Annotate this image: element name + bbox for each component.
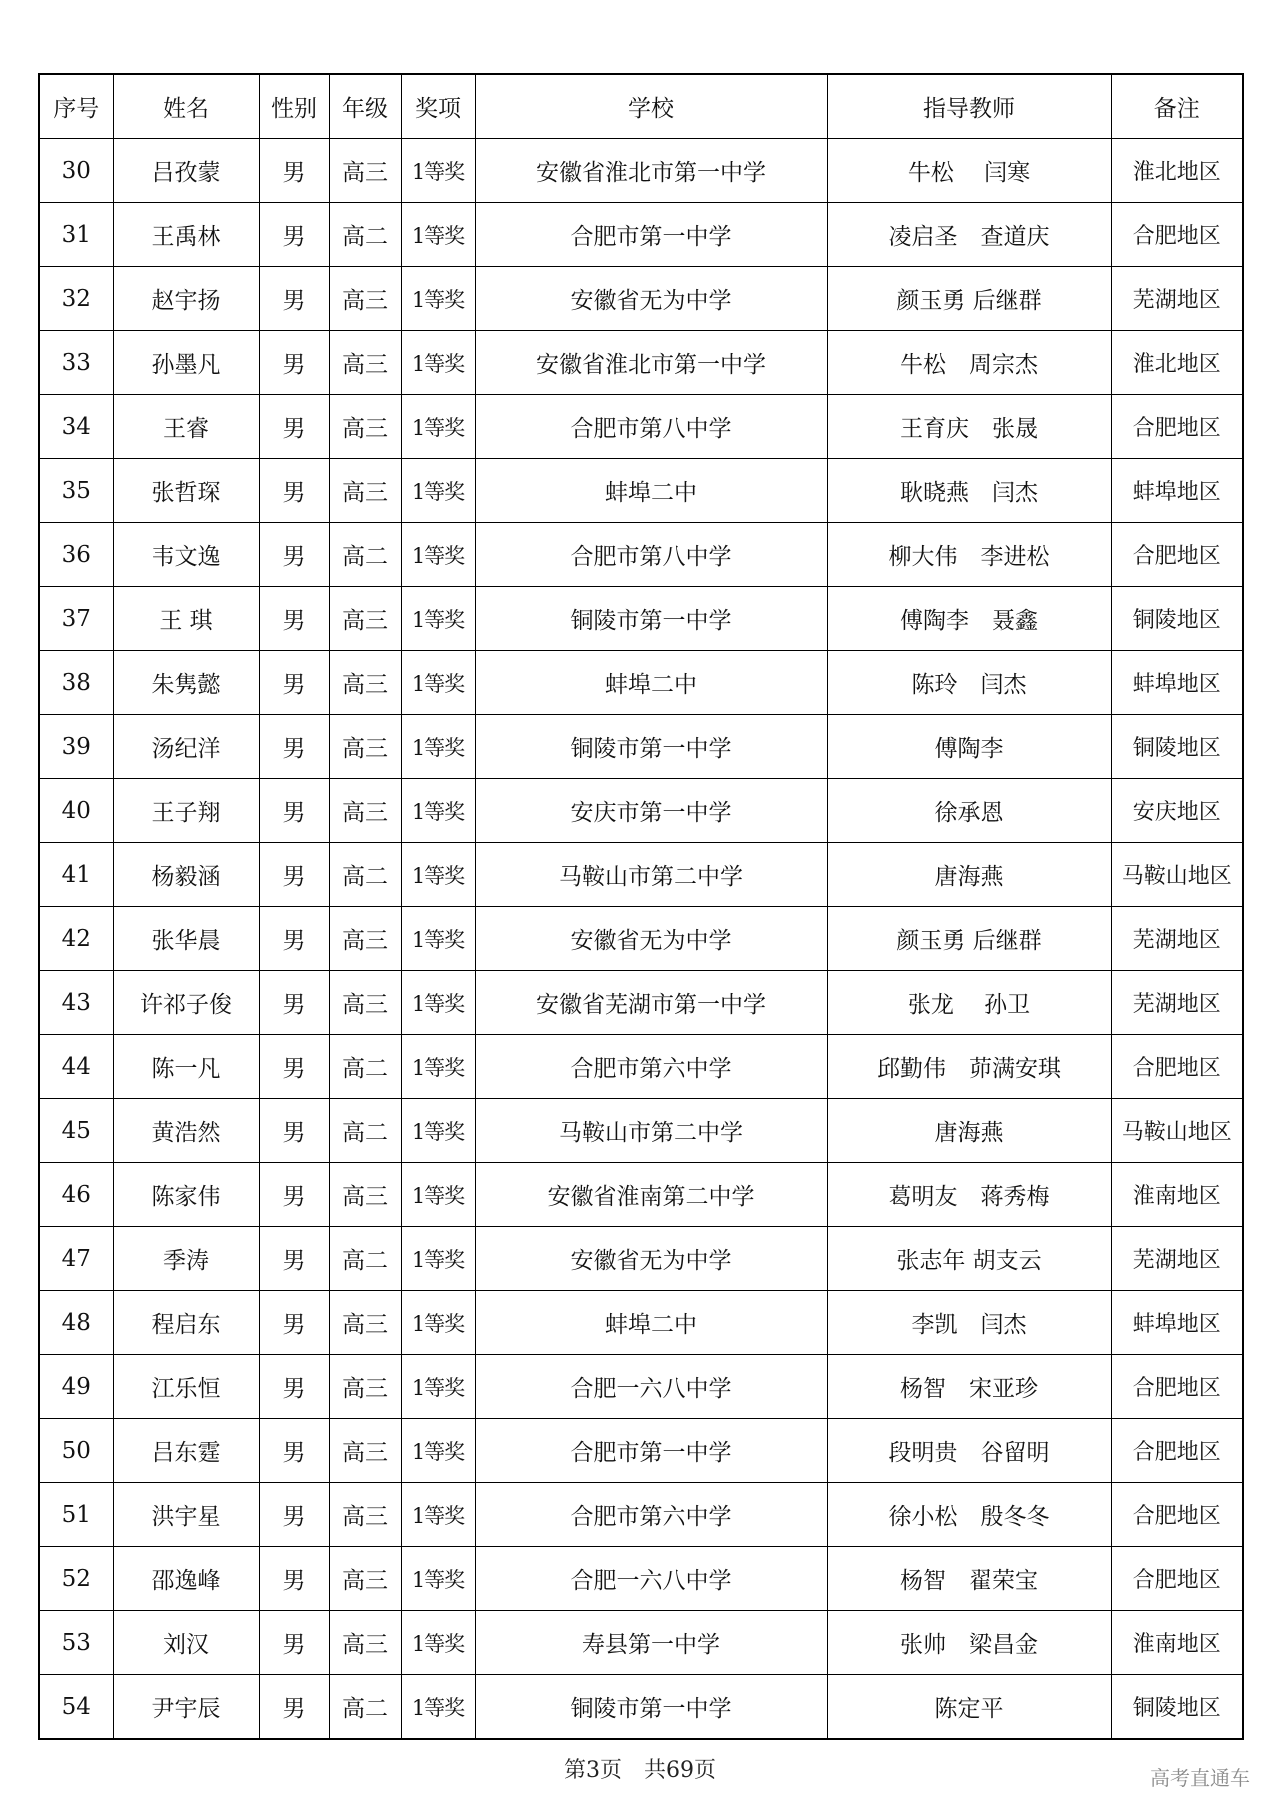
cell-name: 王睿 — [113, 395, 259, 459]
cell-index: 40 — [39, 779, 113, 843]
cell-name: 孙墨凡 — [113, 331, 259, 395]
cell-award: 1等奖 — [401, 1419, 475, 1483]
table-row — [39, 523, 1243, 587]
cell-region: 淮北地区 — [1111, 331, 1243, 395]
table-row — [39, 1163, 1243, 1227]
cell-index: 34 — [39, 395, 113, 459]
cell-grade: 高三 — [329, 907, 401, 971]
cell-index: 41 — [39, 843, 113, 907]
cell-region: 铜陵地区 — [1111, 715, 1243, 779]
cell-gender: 男 — [259, 1163, 329, 1227]
cell-index: 44 — [39, 1035, 113, 1099]
table-row — [39, 459, 1243, 523]
cell-grade: 高二 — [329, 1099, 401, 1163]
cell-index: 38 — [39, 651, 113, 715]
cell-name: 程启东 — [113, 1291, 259, 1355]
cell-index: 33 — [39, 331, 113, 395]
cell-teacher: 张龙 孙卫 — [827, 971, 1111, 1035]
cell-grade: 高三 — [329, 395, 401, 459]
cell-award: 1等奖 — [401, 1099, 475, 1163]
cell-teacher: 陈玲 闫杰 — [827, 651, 1111, 715]
cell-region: 马鞍山地区 — [1111, 843, 1243, 907]
cell-teacher: 颜玉勇 后继群 — [827, 267, 1111, 331]
cell-award: 1等奖 — [401, 267, 475, 331]
cell-grade: 高三 — [329, 715, 401, 779]
cell-gender: 男 — [259, 1675, 329, 1740]
cell-teacher: 傅陶李 聂鑫 — [827, 587, 1111, 651]
cell-grade: 高二 — [329, 523, 401, 587]
cell-award: 1等奖 — [401, 1227, 475, 1291]
cell-region: 铜陵地区 — [1111, 1675, 1243, 1740]
cell-award: 1等奖 — [401, 1483, 475, 1547]
table-row — [39, 1611, 1243, 1675]
cell-teacher: 唐海燕 — [827, 1099, 1111, 1163]
cell-gender: 男 — [259, 1035, 329, 1099]
award-table — [38, 73, 1244, 1740]
cell-index: 51 — [39, 1483, 113, 1547]
cell-gender: 男 — [259, 139, 329, 203]
cell-region: 芜湖地区 — [1111, 971, 1243, 1035]
cell-name: 张华晨 — [113, 907, 259, 971]
cell-teacher: 邱勤伟 茆满安琪 — [827, 1035, 1111, 1099]
cell-region: 芜湖地区 — [1111, 1227, 1243, 1291]
table-row — [39, 331, 1243, 395]
cell-teacher: 傅陶李 — [827, 715, 1111, 779]
table-row — [39, 1419, 1243, 1483]
cell-school: 安徽省无为中学 — [475, 267, 827, 331]
cell-region: 芜湖地区 — [1111, 267, 1243, 331]
cell-grade: 高三 — [329, 1163, 401, 1227]
cell-index: 30 — [39, 139, 113, 203]
table-row — [39, 1227, 1243, 1291]
cell-region: 合肥地区 — [1111, 203, 1243, 267]
cell-school: 合肥一六八中学 — [475, 1547, 827, 1611]
header-cell-grade: 年级 — [329, 74, 401, 139]
page-number: 第3页 共69页 — [564, 1758, 716, 1783]
cell-teacher: 柳大伟 李进松 — [827, 523, 1111, 587]
cell-gender: 男 — [259, 1227, 329, 1291]
cell-award: 1等奖 — [401, 907, 475, 971]
table-row — [39, 587, 1243, 651]
cell-school: 合肥市第六中学 — [475, 1483, 827, 1547]
cell-index: 42 — [39, 907, 113, 971]
cell-teacher: 徐小松 殷冬冬 — [827, 1483, 1111, 1547]
cell-region: 蚌埠地区 — [1111, 459, 1243, 523]
cell-gender: 男 — [259, 715, 329, 779]
cell-region: 合肥地区 — [1111, 1483, 1243, 1547]
cell-gender: 男 — [259, 459, 329, 523]
cell-award: 1等奖 — [401, 779, 475, 843]
cell-school: 安徽省芜湖市第一中学 — [475, 971, 827, 1035]
cell-gender: 男 — [259, 1355, 329, 1419]
cell-school: 安徽省淮南第二中学 — [475, 1163, 827, 1227]
cell-index: 32 — [39, 267, 113, 331]
cell-grade: 高三 — [329, 1483, 401, 1547]
cell-index: 45 — [39, 1099, 113, 1163]
cell-name: 许祁子俊 — [113, 971, 259, 1035]
watermark-text: 高考直通车 — [1150, 1766, 1250, 1790]
cell-teacher: 陈定平 — [827, 1675, 1111, 1740]
header-cell-index: 序号 — [39, 74, 113, 139]
cell-region: 合肥地区 — [1111, 1035, 1243, 1099]
cell-award: 1等奖 — [401, 523, 475, 587]
cell-grade: 高三 — [329, 1419, 401, 1483]
cell-name: 陈一凡 — [113, 1035, 259, 1099]
cell-gender: 男 — [259, 651, 329, 715]
cell-index: 50 — [39, 1419, 113, 1483]
cell-region: 铜陵地区 — [1111, 587, 1243, 651]
cell-gender: 男 — [259, 1547, 329, 1611]
table-row — [39, 1099, 1243, 1163]
table-row — [39, 907, 1243, 971]
cell-region: 合肥地区 — [1111, 1419, 1243, 1483]
table-row — [39, 779, 1243, 843]
cell-index: 48 — [39, 1291, 113, 1355]
cell-name: 陈家伟 — [113, 1163, 259, 1227]
cell-school: 寿县第一中学 — [475, 1611, 827, 1675]
cell-school: 蚌埠二中 — [475, 651, 827, 715]
cell-school: 合肥市第八中学 — [475, 523, 827, 587]
cell-award: 1等奖 — [401, 1163, 475, 1227]
table-row — [39, 1355, 1243, 1419]
cell-index: 54 — [39, 1675, 113, 1740]
cell-teacher: 王育庆 张晟 — [827, 395, 1111, 459]
cell-grade: 高二 — [329, 1227, 401, 1291]
cell-gender: 男 — [259, 1483, 329, 1547]
table-row — [39, 715, 1243, 779]
cell-teacher: 牛松 闫寒 — [827, 139, 1111, 203]
cell-grade: 高三 — [329, 1355, 401, 1419]
cell-grade: 高三 — [329, 1547, 401, 1611]
cell-grade: 高三 — [329, 1291, 401, 1355]
cell-index: 36 — [39, 523, 113, 587]
cell-region: 芜湖地区 — [1111, 907, 1243, 971]
cell-name: 张哲琛 — [113, 459, 259, 523]
cell-award: 1等奖 — [401, 843, 475, 907]
cell-award: 1等奖 — [401, 587, 475, 651]
cell-award: 1等奖 — [401, 203, 475, 267]
cell-region: 蚌埠地区 — [1111, 1291, 1243, 1355]
cell-gender: 男 — [259, 587, 329, 651]
cell-name: 江乐恒 — [113, 1355, 259, 1419]
cell-index: 46 — [39, 1163, 113, 1227]
cell-award: 1等奖 — [401, 1035, 475, 1099]
cell-gender: 男 — [259, 907, 329, 971]
cell-index: 43 — [39, 971, 113, 1035]
cell-name: 吕东霆 — [113, 1419, 259, 1483]
cell-index: 37 — [39, 587, 113, 651]
cell-grade: 高三 — [329, 587, 401, 651]
cell-region: 马鞍山地区 — [1111, 1099, 1243, 1163]
cell-school: 安庆市第一中学 — [475, 779, 827, 843]
table-row — [39, 267, 1243, 331]
cell-gender: 男 — [259, 395, 329, 459]
header-cell-school: 学校 — [475, 74, 827, 139]
cell-school: 安徽省无为中学 — [475, 907, 827, 971]
cell-gender: 男 — [259, 1099, 329, 1163]
cell-award: 1等奖 — [401, 1355, 475, 1419]
cell-teacher: 张帅 梁昌金 — [827, 1611, 1111, 1675]
cell-award: 1等奖 — [401, 331, 475, 395]
cell-name: 王 琪 — [113, 587, 259, 651]
cell-teacher: 杨智 翟荣宝 — [827, 1547, 1111, 1611]
cell-school: 合肥市第一中学 — [475, 203, 827, 267]
cell-gender: 男 — [259, 843, 329, 907]
cell-name: 黄浩然 — [113, 1099, 259, 1163]
cell-grade: 高三 — [329, 331, 401, 395]
table-row — [39, 843, 1243, 907]
cell-grade: 高三 — [329, 139, 401, 203]
cell-school: 蚌埠二中 — [475, 1291, 827, 1355]
cell-region: 淮南地区 — [1111, 1163, 1243, 1227]
cell-school: 铜陵市第一中学 — [475, 587, 827, 651]
cell-region: 淮南地区 — [1111, 1611, 1243, 1675]
cell-school: 铜陵市第一中学 — [475, 715, 827, 779]
cell-index: 49 — [39, 1355, 113, 1419]
cell-award: 1等奖 — [401, 1675, 475, 1740]
table-row — [39, 203, 1243, 267]
cell-gender: 男 — [259, 1291, 329, 1355]
cell-name: 汤纪洋 — [113, 715, 259, 779]
cell-award: 1等奖 — [401, 395, 475, 459]
cell-index: 31 — [39, 203, 113, 267]
cell-gender: 男 — [259, 331, 329, 395]
cell-school: 合肥市第六中学 — [475, 1035, 827, 1099]
cell-region: 合肥地区 — [1111, 1355, 1243, 1419]
cell-award: 1等奖 — [401, 971, 475, 1035]
header-row — [39, 74, 1243, 139]
cell-grade: 高二 — [329, 1675, 401, 1740]
cell-award: 1等奖 — [401, 651, 475, 715]
cell-name: 尹宇辰 — [113, 1675, 259, 1740]
cell-index: 39 — [39, 715, 113, 779]
table-row — [39, 1035, 1243, 1099]
cell-region: 淮北地区 — [1111, 139, 1243, 203]
cell-school: 马鞍山市第二中学 — [475, 843, 827, 907]
table-row — [39, 1547, 1243, 1611]
cell-teacher: 颜玉勇 后继群 — [827, 907, 1111, 971]
cell-grade: 高三 — [329, 779, 401, 843]
cell-school: 安徽省无为中学 — [475, 1227, 827, 1291]
cell-grade: 高二 — [329, 843, 401, 907]
table-row — [39, 395, 1243, 459]
cell-name: 王子翔 — [113, 779, 259, 843]
cell-award: 1等奖 — [401, 715, 475, 779]
cell-grade: 高三 — [329, 1611, 401, 1675]
cell-grade: 高三 — [329, 459, 401, 523]
cell-school: 安徽省淮北市第一中学 — [475, 139, 827, 203]
table-row — [39, 971, 1243, 1035]
table-row — [39, 651, 1243, 715]
cell-school: 合肥市第一中学 — [475, 1419, 827, 1483]
cell-award: 1等奖 — [401, 139, 475, 203]
cell-index: 47 — [39, 1227, 113, 1291]
cell-teacher: 耿晓燕 闫杰 — [827, 459, 1111, 523]
cell-name: 朱隽懿 — [113, 651, 259, 715]
cell-gender: 男 — [259, 1611, 329, 1675]
cell-gender: 男 — [259, 203, 329, 267]
cell-region: 安庆地区 — [1111, 779, 1243, 843]
cell-region: 合肥地区 — [1111, 1547, 1243, 1611]
cell-name: 邵逸峰 — [113, 1547, 259, 1611]
table-row — [39, 1291, 1243, 1355]
cell-name: 韦文逸 — [113, 523, 259, 587]
cell-school: 蚌埠二中 — [475, 459, 827, 523]
cell-grade: 高三 — [329, 267, 401, 331]
cell-teacher: 牛松 周宗杰 — [827, 331, 1111, 395]
table-body — [39, 139, 1243, 1740]
cell-index: 52 — [39, 1547, 113, 1611]
cell-grade: 高三 — [329, 651, 401, 715]
cell-name: 季涛 — [113, 1227, 259, 1291]
cell-region: 蚌埠地区 — [1111, 651, 1243, 715]
cell-name: 洪宇星 — [113, 1483, 259, 1547]
cell-index: 53 — [39, 1611, 113, 1675]
cell-school: 安徽省淮北市第一中学 — [475, 331, 827, 395]
cell-award: 1等奖 — [401, 1291, 475, 1355]
cell-teacher: 段明贵 谷留明 — [827, 1419, 1111, 1483]
table-row — [39, 1675, 1243, 1740]
cell-name: 王禹林 — [113, 203, 259, 267]
cell-teacher: 张志年 胡支云 — [827, 1227, 1111, 1291]
cell-region: 合肥地区 — [1111, 523, 1243, 587]
table-row — [39, 139, 1243, 203]
cell-grade: 高二 — [329, 203, 401, 267]
table-row — [39, 1483, 1243, 1547]
cell-index: 35 — [39, 459, 113, 523]
header-cell-award: 奖项 — [401, 74, 475, 139]
cell-name: 吕孜蒙 — [113, 139, 259, 203]
cell-award: 1等奖 — [401, 1611, 475, 1675]
cell-teacher: 徐承恩 — [827, 779, 1111, 843]
cell-region: 合肥地区 — [1111, 395, 1243, 459]
cell-school: 马鞍山市第二中学 — [475, 1099, 827, 1163]
cell-name: 杨毅涵 — [113, 843, 259, 907]
header-cell-gender: 性别 — [259, 74, 329, 139]
cell-name: 刘汉 — [113, 1611, 259, 1675]
cell-name: 赵宇扬 — [113, 267, 259, 331]
cell-award: 1等奖 — [401, 459, 475, 523]
cell-school: 合肥一六八中学 — [475, 1355, 827, 1419]
cell-school: 铜陵市第一中学 — [475, 1675, 827, 1740]
cell-teacher: 凌启圣 查道庆 — [827, 203, 1111, 267]
cell-gender: 男 — [259, 971, 329, 1035]
cell-school: 合肥市第八中学 — [475, 395, 827, 459]
header-cell-teacher: 指导教师 — [827, 74, 1111, 139]
cell-award: 1等奖 — [401, 1547, 475, 1611]
cell-teacher: 唐海燕 — [827, 843, 1111, 907]
cell-teacher: 李凯 闫杰 — [827, 1291, 1111, 1355]
cell-gender: 男 — [259, 267, 329, 331]
header-cell-region: 备注 — [1111, 74, 1243, 139]
cell-teacher: 杨智 宋亚珍 — [827, 1355, 1111, 1419]
cell-teacher: 葛明友 蒋秀梅 — [827, 1163, 1111, 1227]
cell-gender: 男 — [259, 1419, 329, 1483]
cell-gender: 男 — [259, 523, 329, 587]
header-cell-name: 姓名 — [113, 74, 259, 139]
cell-grade: 高二 — [329, 1035, 401, 1099]
cell-grade: 高三 — [329, 971, 401, 1035]
cell-gender: 男 — [259, 779, 329, 843]
